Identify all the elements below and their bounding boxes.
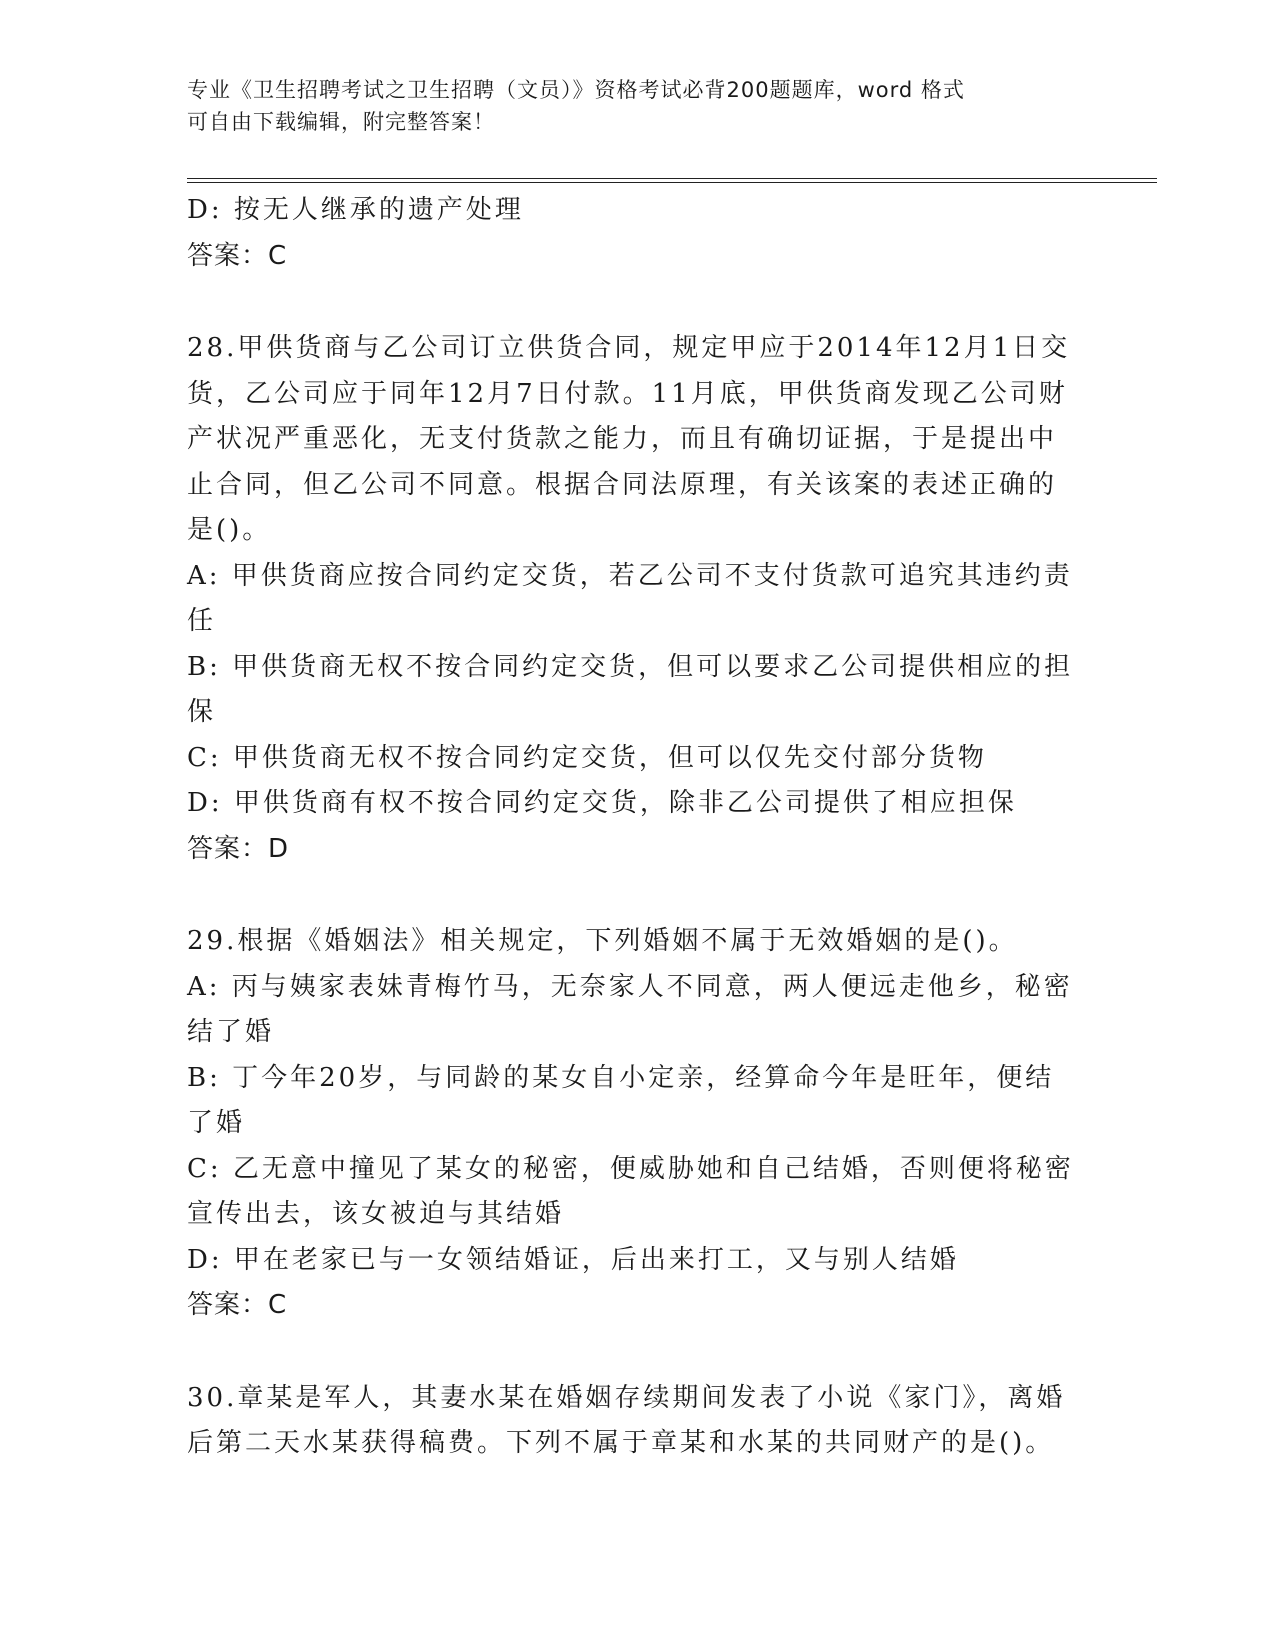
header-line-2: 可自由下载编辑，附完整答案！ [187,110,495,134]
answer-label: 答案：D [187,833,290,864]
option-c-continued: 宣传出去，该女被迫与其结婚 [187,1199,565,1229]
option-d: D: 甲供货商有权不按合同约定交货，除非乙公司提供了相应担保 [187,788,1017,818]
question-stem-line: 29.根据《婚姻法》相关规定，下列婚姻不属于无效婚姻的是()。 [187,926,1018,956]
question-stem-line: 后第二天水某获得稿费。下列不属于章某和水某的共同财产的是()。 [187,1428,1055,1458]
answer-label: 答案：C [187,240,288,271]
question-27-tail [187,188,1087,279]
header-line-1: 专业《卫生招聘考试之卫生招聘（文员）》资格考试必背200题题库，word 格式 [187,78,965,102]
option-d: D: 甲在老家已与一女领结婚证，后出来打工，又与别人结婚 [187,1244,959,1275]
document-body [187,188,1087,1467]
question-stem-line: 28.甲供货商与乙公司订立供货合同，规定甲应于2014年12月1日交 [187,333,1071,363]
header-divider-bottom [187,182,1157,183]
spacer [187,279,1087,326]
spacer [187,872,1087,919]
option-b-continued: 了婚 [187,1108,246,1138]
option-b: B: 丁今年20岁，与同龄的某女自小定亲，经算命今年是旺年，便结 [187,1062,1055,1093]
question-stem-line: 货，乙公司应于同年12月7日付款。11月底，甲供货商发现乙公司财 [187,378,1068,409]
question-29 [187,919,1087,1329]
question-stem-line: 止合同，但乙公司不同意。根据合同法原理，有关该案的表述正确的 [187,469,1058,500]
option-b-continued: 保 [187,697,217,727]
answer-label: 答案：C [187,1290,288,1320]
question-stem-line: 是()。 [187,515,272,545]
question-stem-line: 产状况严重恶化，无支付货款之能力，而且有确切证据，于是提出中 [187,424,1058,454]
header-divider-top [187,178,1157,179]
option-d: D: 按无人继承的遗产处理 [187,195,524,225]
option-a: A: 甲供货商应按合同约定交货，若乙公司不支付货款可追究其违约责 [187,560,1073,591]
document-header [187,74,1067,138]
option-c: C: 乙无意中撞见了某女的秘密，便威胁她和自己结婚，否则便将秘密 [187,1153,1074,1184]
option-a-continued: 任 [187,606,217,636]
option-c: C: 甲供货商无权不按合同约定交货，但可以仅先交付部分货物 [187,742,987,773]
question-stem-line: 30.章某是军人，其妻水某在婚姻存续期间发表了小说《家门》，离婚 [187,1382,1066,1413]
option-a-continued: 结了婚 [187,1017,275,1047]
question-30 [187,1376,1087,1467]
option-a: A: 丙与姨家表妹青梅竹马，无奈家人不同意，两人便远走他乡，秘密 [187,971,1073,1002]
question-28 [187,326,1087,872]
option-b: B: 甲供货商无权不按合同约定交货，但可以要求乙公司提供相应的担 [187,651,1074,682]
spacer [187,1329,1087,1376]
